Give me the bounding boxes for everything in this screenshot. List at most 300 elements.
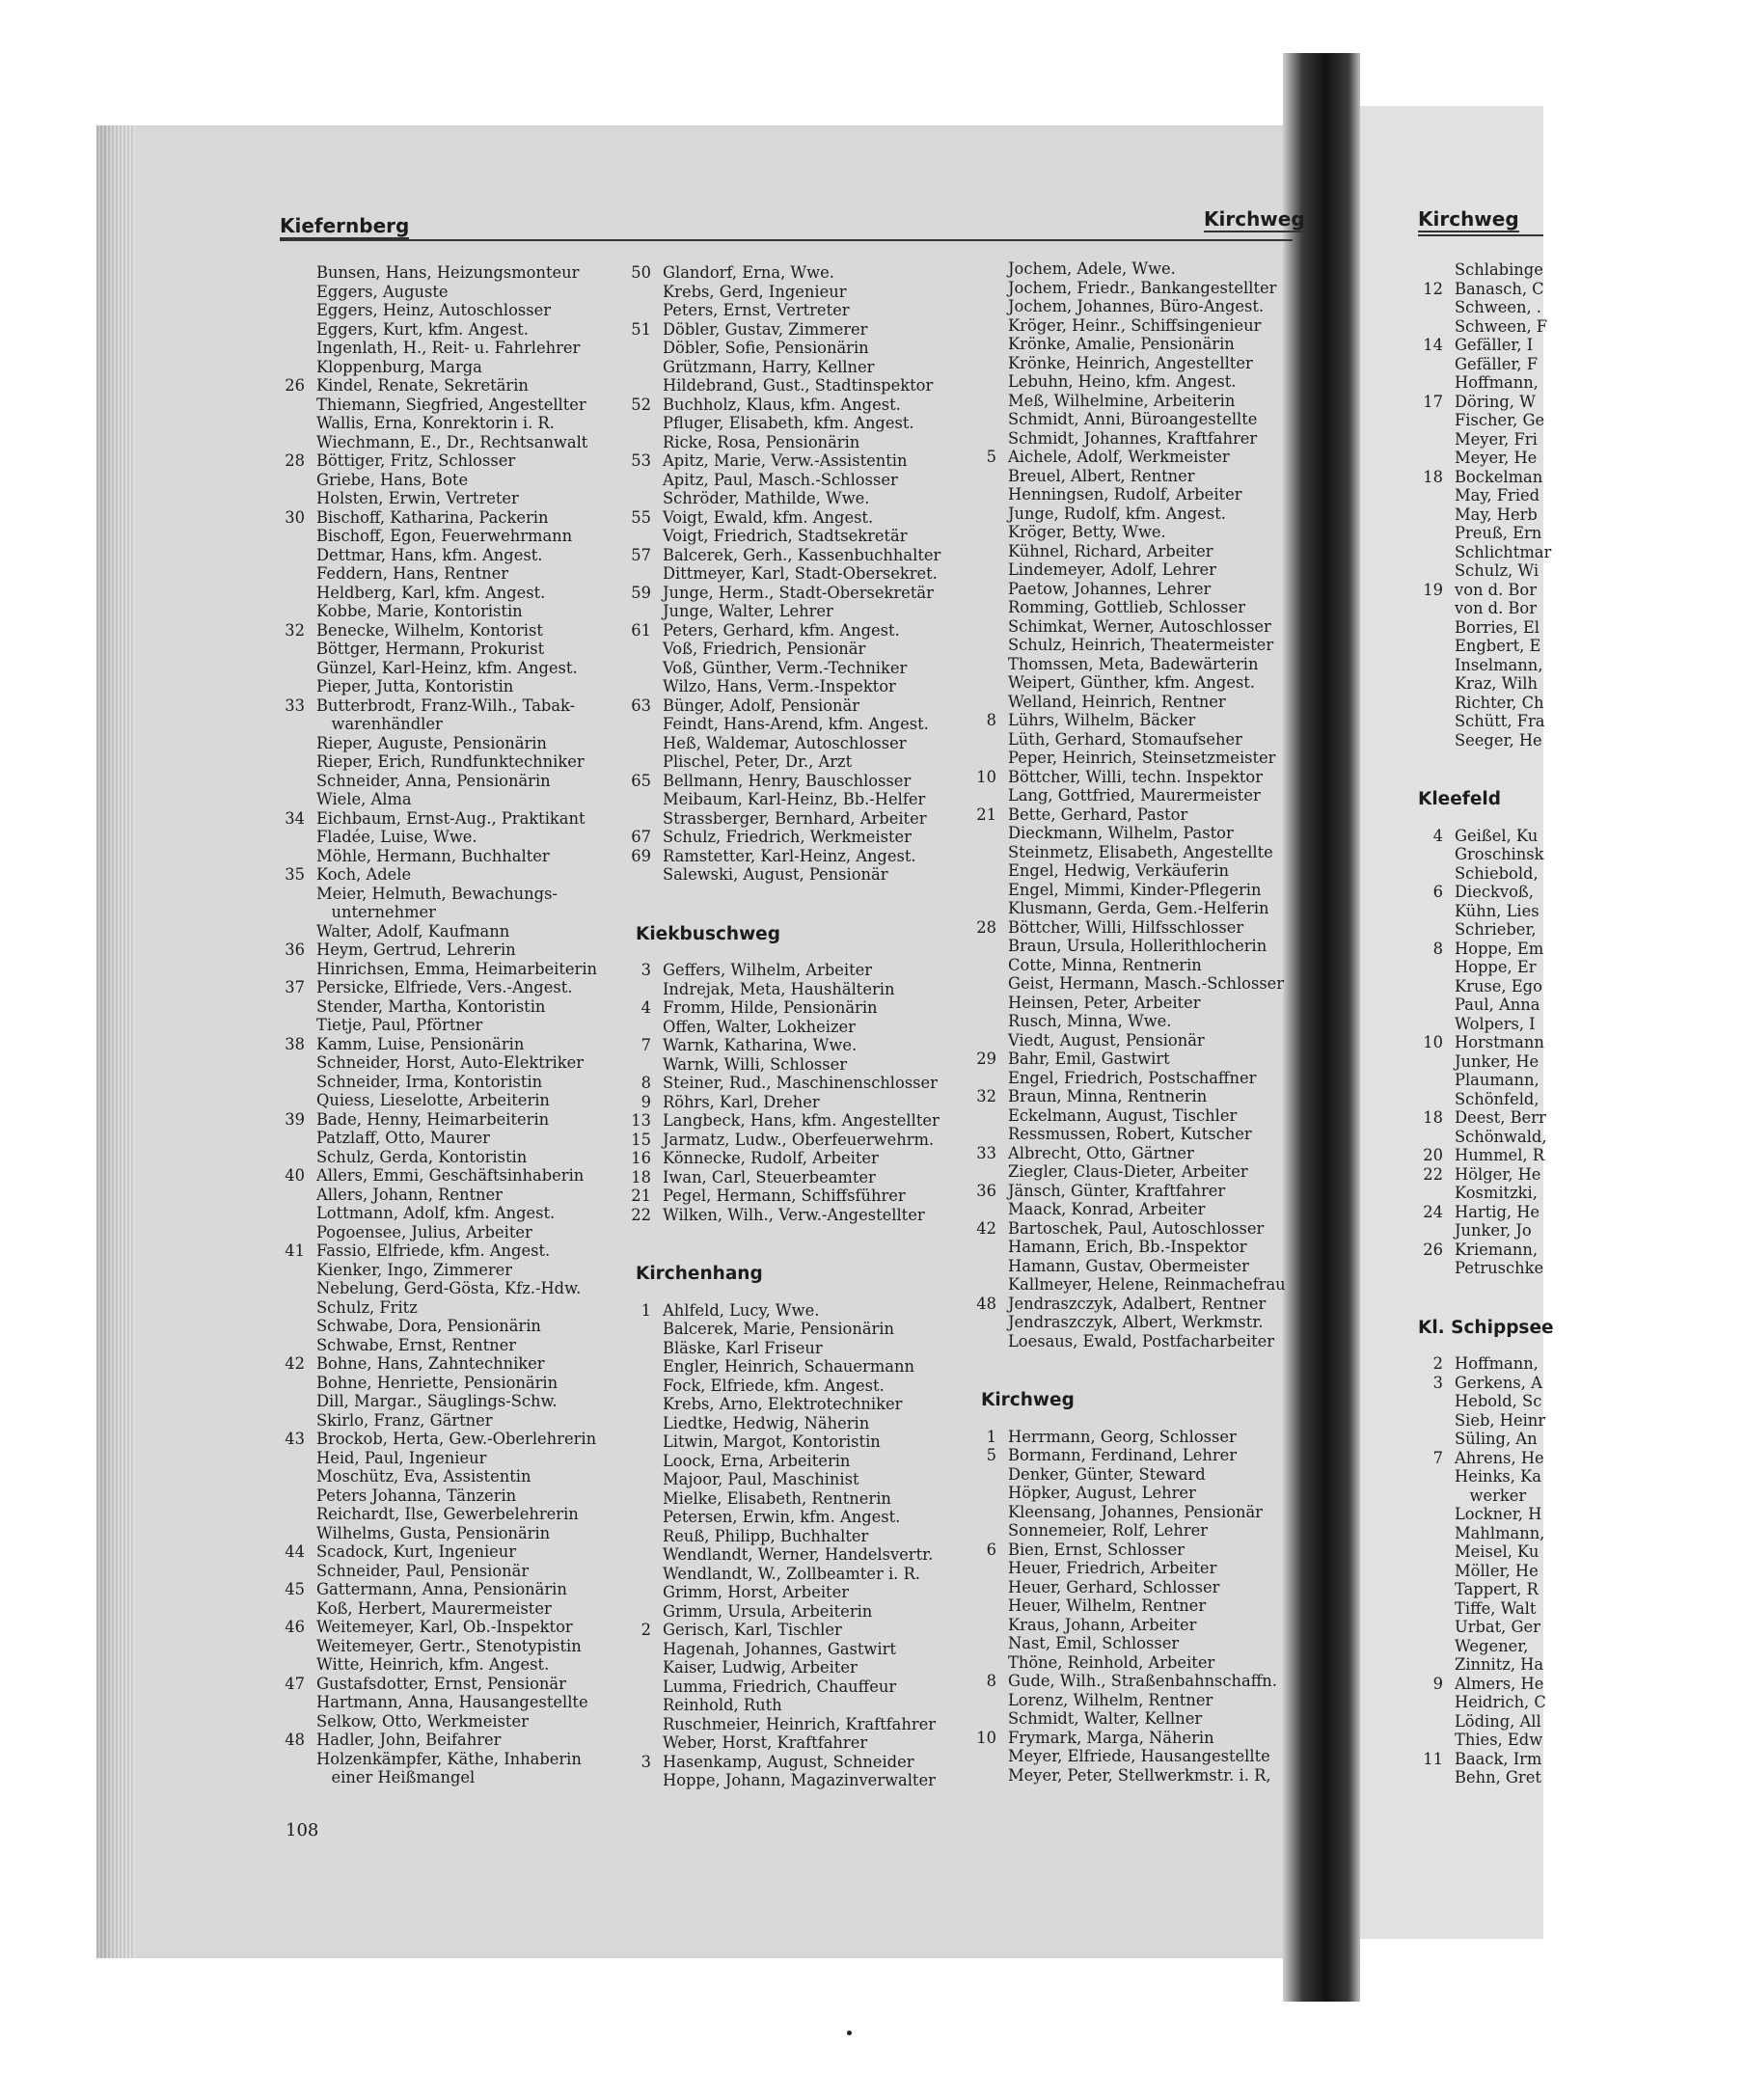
resident-text: Banasch, C [1455,279,1544,298]
resident-entry [285,451,606,471]
resident-text: Moschütz, Eva, Assistentin [316,1467,531,1486]
resident-entry [1008,580,1297,599]
resident-entry [1008,1653,1297,1673]
resident-text: Rieper, Erich, Rundfunktechniker [316,752,585,771]
resident-entry [1008,523,1297,542]
resident-text: Behn, Gret [1455,1768,1541,1786]
resident-entry [631,695,957,716]
house-number: 3 [1432,1373,1443,1392]
resident-entry [663,564,957,584]
resident-text: Ruschmeier, Heinrich, Kraftfahrer [663,1714,937,1733]
resident-entry [663,659,957,678]
resident-entry [316,320,606,340]
resident-entry [663,1583,957,1602]
resident-entry [663,865,957,885]
resident-text: Engel, Friedrich, Postschaffner [1008,1068,1257,1087]
resident-entry [663,1508,957,1527]
resident-entry [1455,864,1744,884]
house-number: 30 [285,507,305,527]
resident-text: Lottmann, Adolf, kfm. Angest. [316,1204,556,1222]
resident-entry [1008,693,1297,712]
resident-entry [316,1223,606,1242]
resident-entry [316,1091,606,1110]
resident-entry [1423,1749,1744,1769]
resident-entry [1008,1578,1297,1597]
resident-entry [1008,1747,1297,1766]
resident-entry [1455,449,1744,468]
house-number: 48 [976,1294,996,1313]
resident-entry [316,263,606,283]
resident-entry [976,767,1297,787]
page-number: 108 [286,1820,319,1841]
resident-entry [1008,429,1297,449]
resident-text: Krebs, Arno, Elektrotechniker [663,1395,903,1413]
resident-text: Hebold, Sc [1455,1392,1542,1410]
resident-entry [631,507,957,528]
directory-column-2 [631,263,957,1790]
resident-text: Skirlo, Franz, Gärtner [316,1410,493,1430]
resident-text: Schlabinge [1455,260,1543,279]
resident-text: Heinsen, Peter, Arbeiter [1008,993,1201,1012]
resident-entry [1008,994,1297,1013]
resident-text: Denker, Günter, Steward [1008,1464,1206,1484]
resident-text: Indrejak, Meta, Haushälterin [663,979,895,998]
resident-text: Lebuhn, Heino, kfm. Angest. [1008,372,1237,391]
resident-text: Peters, Ernst, Vertreter [663,301,850,319]
resident-entry [1432,1354,1744,1374]
house-number: 37 [285,978,305,996]
resident-text: Böttger, Hermann, Prokurist [316,640,545,658]
resident-entry [1008,1332,1297,1351]
resident-entry [316,584,606,603]
resident-text: Borries, El [1455,617,1540,637]
resident-text: Horstmann [1455,1033,1544,1051]
resident-text: Voß, Günther, Verm.-Techniker [663,658,908,677]
resident-text: Thiemann, Siegfried, Angestellter [316,395,586,414]
resident-text: Meier, Helmuth, Bewachungs- [316,884,558,903]
resident-text: Apitz, Paul, Masch.-Schlosser [663,470,898,489]
resident-text: Günzel, Karl-Heinz, kfm. Angest. [316,658,578,677]
resident-entry [1455,411,1744,430]
resident-entry [663,1489,957,1509]
resident-text: Thies, Edw [1455,1731,1543,1749]
resident-text: Möller, He [1455,1561,1539,1580]
resident-text: Hadler, John, Beifahrer [316,1731,502,1749]
resident-text: Mahlmann, [1455,1523,1545,1542]
house-number: 12 [1423,279,1443,298]
resident-entry [285,1731,606,1750]
resident-entry [986,1427,1297,1447]
resident-text: Rusch, Minna, Wwe. [1008,1012,1172,1030]
directory-column-4 [1418,260,1744,1787]
resident-entry [316,339,606,358]
resident-entry [1423,336,1744,355]
resident-entry [1008,974,1297,994]
resident-entry [1008,617,1297,637]
resident-entry [316,1599,606,1619]
resident-entry [1455,1090,1744,1109]
resident-entry [1455,995,1744,1015]
resident-entry [663,433,957,452]
resident-text: Schröder, Mathilde, Wwe. [663,489,870,507]
resident-entry [285,1354,606,1374]
resident-entry [1455,1731,1744,1750]
resident-text: Holsten, Erwin, Vertreter [316,489,519,507]
house-number: 5 [986,1446,996,1464]
resident-entry [663,527,957,546]
resident-entry [1008,786,1297,805]
resident-text: Schmidt, Anni, Büroangestellte [1008,410,1258,428]
resident-text: Schimkat, Werner, Autoschlosser [1008,616,1271,636]
resident-entry [285,1618,606,1637]
resident-entry [316,1204,606,1223]
resident-text: Iwan, Carl, Steuerbeamter [663,1167,876,1186]
resident-entry [663,414,957,433]
resident-text: Böttcher, Willi, Hilfsschlosser [1008,917,1244,937]
resident-text: Junker, He [1455,1051,1540,1071]
resident-entry [1455,373,1744,393]
resident-text: Dieckmann, Wilhelm, Pastor [1008,824,1234,842]
resident-text: Inselmann, [1455,655,1543,674]
resident-text: Fassio, Elfriede, kfm. Angest. [316,1241,551,1260]
house-number: 18 [1423,467,1443,486]
resident-entry [1455,1184,1744,1203]
resident-text: Thöne, Reinhold, Arbeiter [1008,1652,1215,1672]
resident-entry [663,1055,957,1075]
resident-entry [285,376,606,395]
resident-text: Hinrichsen, Emma, Heimarbeiterin [316,959,598,978]
resident-text: Cotte, Minna, Rentnerin [1008,955,1202,974]
resident-text: Reinhold, Ruth [663,1696,782,1714]
resident-entry [1008,279,1297,298]
resident-text: Schwabe, Dora, Pensionärin [316,1317,541,1335]
resident-entry [1455,524,1744,543]
resident-entry [631,395,957,415]
resident-entry [316,903,606,922]
resident-entry [316,1467,606,1486]
resident-text: Schwabe, Ernst, Rentner [316,1335,517,1354]
resident-entry [663,358,957,377]
resident-text: Preuß, Ern [1455,524,1542,542]
resident-text: Litwin, Margot, Kontoristin [663,1432,881,1451]
resident-entry [1008,560,1297,580]
house-number: 26 [1423,1240,1443,1259]
resident-text: Jochem, Friedr., Bankangestellter [1008,278,1277,297]
resident-text: Heym, Gertrud, Lehrerin [316,941,516,959]
resident-text: Apitz, Marie, Verw.-Assistentin [663,451,908,470]
resident-entry [631,1186,957,1206]
resident-entry [663,1640,957,1659]
house-number: 36 [285,941,305,959]
resident-text: Strassberger, Bernhard, Arbeiter [663,808,927,828]
resident-text: Pegel, Hermann, Schiffsführer [663,1186,906,1205]
resident-text: Höpker, August, Lehrer [1008,1484,1196,1502]
resident-text: Meyer, Peter, Stellwerkmstr. i. R, [1008,1765,1271,1785]
house-number: 41 [285,1241,305,1260]
street-heading: Kleefeld [1418,789,1501,809]
house-number: 24 [1423,1202,1443,1221]
resident-text: Gerkens, A [1455,1373,1542,1392]
resident-entry [316,1261,606,1280]
resident-text: Lindemeyer, Adolf, Lehrer [1008,560,1216,579]
resident-entry [285,1109,606,1130]
resident-text: Tappert, R [1455,1580,1539,1598]
resident-text: Kröger, Betty, Wwe. [1008,523,1166,541]
resident-text: Sieb, Heinr [1455,1410,1546,1430]
resident-entry [663,677,957,696]
house-number: 2 [1432,1354,1443,1373]
resident-entry [1455,1221,1744,1241]
resident-entry [1008,1125,1297,1144]
resident-entry [285,620,606,641]
house-number: 63 [631,695,651,715]
resident-text: Reuß, Philipp, Buchhalter [663,1526,869,1545]
resident-text: Engbert, E [1455,637,1541,655]
resident-entry [1455,1071,1744,1090]
house-number: 9 [640,1092,651,1111]
resident-entry [1432,883,1744,902]
resident-entry [663,1357,957,1377]
resident-entry [316,1637,606,1656]
resident-text: Heuer, Gerhard, Schlosser [1008,1577,1220,1596]
resident-text: von d. Bor [1455,599,1537,617]
resident-entry [316,772,606,791]
resident-text: Wallis, Erna, Konrektorin i. R. [316,414,555,432]
resident-text: Hoppe, Er [1455,958,1537,976]
house-number: 1 [640,1300,651,1320]
resident-text: von d. Bor [1455,580,1537,599]
resident-entry [316,283,606,302]
resident-entry [663,1565,957,1584]
resident-entry [316,1750,606,1769]
resident-entry [663,1658,957,1677]
house-number: 14 [1423,336,1443,354]
resident-entry [1455,355,1744,374]
resident-entry [1455,1259,1744,1278]
resident-text: Glandorf, Erna, Wwe. [663,263,834,282]
resident-entry [1455,902,1744,921]
resident-entry [663,339,957,358]
resident-text: Majoor, Paul, Maschinist [663,1470,859,1488]
house-number: 55 [631,507,651,527]
resident-text: Fischer, Ge [1455,411,1545,429]
resident-entry [631,1205,957,1225]
resident-text: Krönke, Heinrich, Angestellter [1008,353,1253,372]
house-number: 59 [631,583,651,602]
resident-text: Holzenkämpfer, Käthe, Inhaberin [316,1749,582,1768]
house-number: 7 [640,1036,651,1054]
resident-entry [1455,430,1744,450]
resident-text: Schneider, Horst, Auto-Elektriker [316,1053,585,1072]
house-number: 42 [976,1218,996,1238]
resident-text: Ziegler, Claus-Dieter, Arbeiter [1008,1162,1248,1181]
house-number: 16 [631,1149,651,1167]
house-number: 4 [640,998,651,1017]
resident-entry [316,997,606,1017]
resident-text: unternehmer [316,903,436,921]
resident-entry [631,1130,957,1150]
resident-text: Nast, Emil, Schlosser [1008,1634,1180,1652]
resident-text: Hamann, Gustav, Obermeister [1008,1256,1249,1275]
resident-text: Petersen, Erwin, kfm. Angest. [663,1508,901,1526]
resident-text: Allers, Johann, Rentner [316,1185,503,1204]
house-number: 21 [976,805,996,824]
resident-entry [1455,1618,1744,1637]
resident-entry [316,395,606,415]
resident-text: Dill, Margar., Säuglings-Schw. [316,1392,558,1410]
resident-entry [663,1545,957,1565]
resident-text: Engel, Hedwig, Verkäuferin [1008,861,1230,880]
resident-text: Grützmann, Harry, Kellner [663,357,875,376]
resident-text: Bartoschek, Paul, Autoschlosser [1008,1218,1265,1238]
resident-entry [1455,505,1744,525]
resident-text: Peters Johanna, Tänzerin [316,1486,517,1505]
resident-entry [285,695,606,716]
resident-text: Baack, Irm [1455,1749,1542,1768]
resident-text: Schween, . [1455,298,1541,316]
resident-text: Heid, Paul, Ingenieur [316,1448,487,1467]
resident-text: Gefäller, F [1455,354,1539,373]
resident-text: werker [1455,1486,1527,1505]
resident-text: Almers, He [1455,1674,1544,1693]
resident-entry [1423,1108,1744,1128]
resident-entry [986,1672,1297,1691]
resident-text: Buchholz, Klaus, kfm. Angest. [663,395,901,414]
resident-text: Ramstetter, Karl-Heinz, Angest. [663,846,916,865]
resident-text: Hamann, Erich, Bb.-Inspektor [1008,1238,1247,1256]
house-number: 28 [285,451,305,470]
resident-text: Paul, Anna [1455,995,1540,1014]
resident-entry [1455,1392,1744,1411]
resident-text: Salewski, August, Pensionär [663,865,888,884]
house-number: 5 [986,448,996,466]
resident-entry [316,471,606,490]
resident-text: Ahrens, He [1455,1448,1544,1467]
resident-entry [986,448,1297,467]
resident-text: Hoppe, Johann, Magazinverwalter [663,1771,936,1789]
resident-text: Hagenah, Johannes, Gastwirt [663,1639,896,1658]
resident-text: Warnk, Katharina, Wwe. [663,1036,858,1054]
house-number: 6 [1432,883,1443,901]
resident-entry [1432,826,1744,846]
house-number: 53 [631,451,651,470]
resident-entry [663,283,957,302]
house-number: 3 [640,961,651,979]
resident-text: Döbler, Sofie, Pensionärin [663,339,869,357]
resident-entry [631,319,957,340]
resident-entry [1008,1484,1297,1503]
resident-text: Kruse, Ego [1455,976,1542,995]
resident-text: warenhändler [316,715,443,733]
resident-text: Feindt, Hans-Arend, kfm. Angest. [663,715,929,733]
resident-text: Breuel, Albert, Rentner [1008,466,1195,485]
resident-entry [316,433,606,452]
resident-entry [1423,1202,1744,1222]
resident-entry [316,1148,606,1167]
resident-text: Wendlandt, W., Zollbeamter i. R. [663,1564,920,1583]
resident-entry [976,1087,1297,1106]
resident-text: Benecke, Wilhelm, Kontorist [316,620,543,640]
house-number: 8 [1432,939,1443,958]
resident-text: Eggers, Auguste [316,282,449,301]
resident-text: Steinmetz, Elisabeth, Angestellte [1008,842,1273,861]
resident-text: Walter, Adolf, Kaufmann [316,921,510,941]
resident-text: Gustafsdotter, Ernst, Pensionär [316,1674,566,1693]
street-heading: Kirchenhang [636,1264,763,1284]
resident-entry [1455,1505,1744,1524]
resident-text: Hartmann, Anna, Hausangestellte [316,1693,588,1711]
resident-text: Bischoff, Egon, Feuerwehrmann [316,527,573,545]
resident-text: Lang, Gottfried, Maurermeister [1008,786,1261,805]
resident-text: Schmidt, Johannes, Kraftfahrer [1008,428,1258,448]
resident-text: Hölger, He [1455,1164,1541,1184]
resident-entry [1008,1503,1297,1522]
resident-entry [316,828,606,847]
resident-text: Hoppe, Em [1455,939,1544,958]
resident-text: Grimm, Ursula, Arbeiterin [663,1601,873,1621]
resident-entry [316,1392,606,1411]
resident-entry [976,1294,1297,1314]
resident-entry [316,640,606,659]
resident-text: Kaiser, Ludwig, Arbeiter [663,1658,858,1677]
resident-entry [1432,1373,1744,1393]
resident-entry [285,1034,606,1054]
resident-text: Schween, F [1455,316,1548,336]
resident-text: Weitemeyer, Gertr., Stenotypistin [316,1636,582,1655]
house-number: 67 [631,828,651,846]
resident-text: Bischoff, Katharina, Packerin [316,507,549,527]
house-number: 42 [285,1354,305,1373]
header-rule [280,239,1293,241]
resident-entry [1008,542,1297,561]
resident-text: Kleensang, Johannes, Pensionär [1008,1502,1263,1521]
resident-entry [631,1111,957,1131]
resident-text: Allers, Emmi, Geschäftsinhaberin [316,1166,585,1185]
resident-text: Dettmar, Hans, kfm. Angest. [316,545,543,564]
resident-entry [1008,1069,1297,1088]
resident-entry [1423,1240,1744,1260]
resident-entry [1008,673,1297,693]
resident-text: May, Herb [1455,505,1538,524]
resident-text: Gefäller, I [1455,336,1534,354]
resident-text: Lockner, H [1455,1505,1542,1523]
resident-entry [663,1395,957,1414]
resident-entry [1008,1465,1297,1485]
resident-entry [631,545,957,565]
resident-entry [1423,279,1744,299]
resident-entry [1455,1562,1744,1581]
resident-text: Schönfeld, [1455,1089,1540,1108]
resident-entry [663,1733,957,1753]
resident-entry [663,1470,957,1489]
resident-entry [1008,485,1297,505]
resident-text: Geist, Hermann, Masch.-Schlosser [1008,974,1285,993]
house-number: 43 [285,1430,305,1448]
resident-entry [1008,1596,1297,1616]
resident-entry [316,1279,606,1298]
resident-entry [1455,1430,1744,1449]
resident-entry [1432,939,1744,959]
resident-text: Bohne, Henriette, Pensionärin [316,1373,559,1392]
resident-entry [663,809,957,829]
resident-entry [285,808,606,829]
resident-entry [316,301,606,320]
resident-text: Deest, Berr [1455,1108,1546,1127]
resident-entry [1455,561,1744,581]
resident-text: Herrmann, Georg, Schlosser [1008,1427,1237,1446]
resident-entry [663,1771,957,1790]
resident-text: Meibaum, Karl-Heinz, Bb.-Helfer [663,790,926,808]
